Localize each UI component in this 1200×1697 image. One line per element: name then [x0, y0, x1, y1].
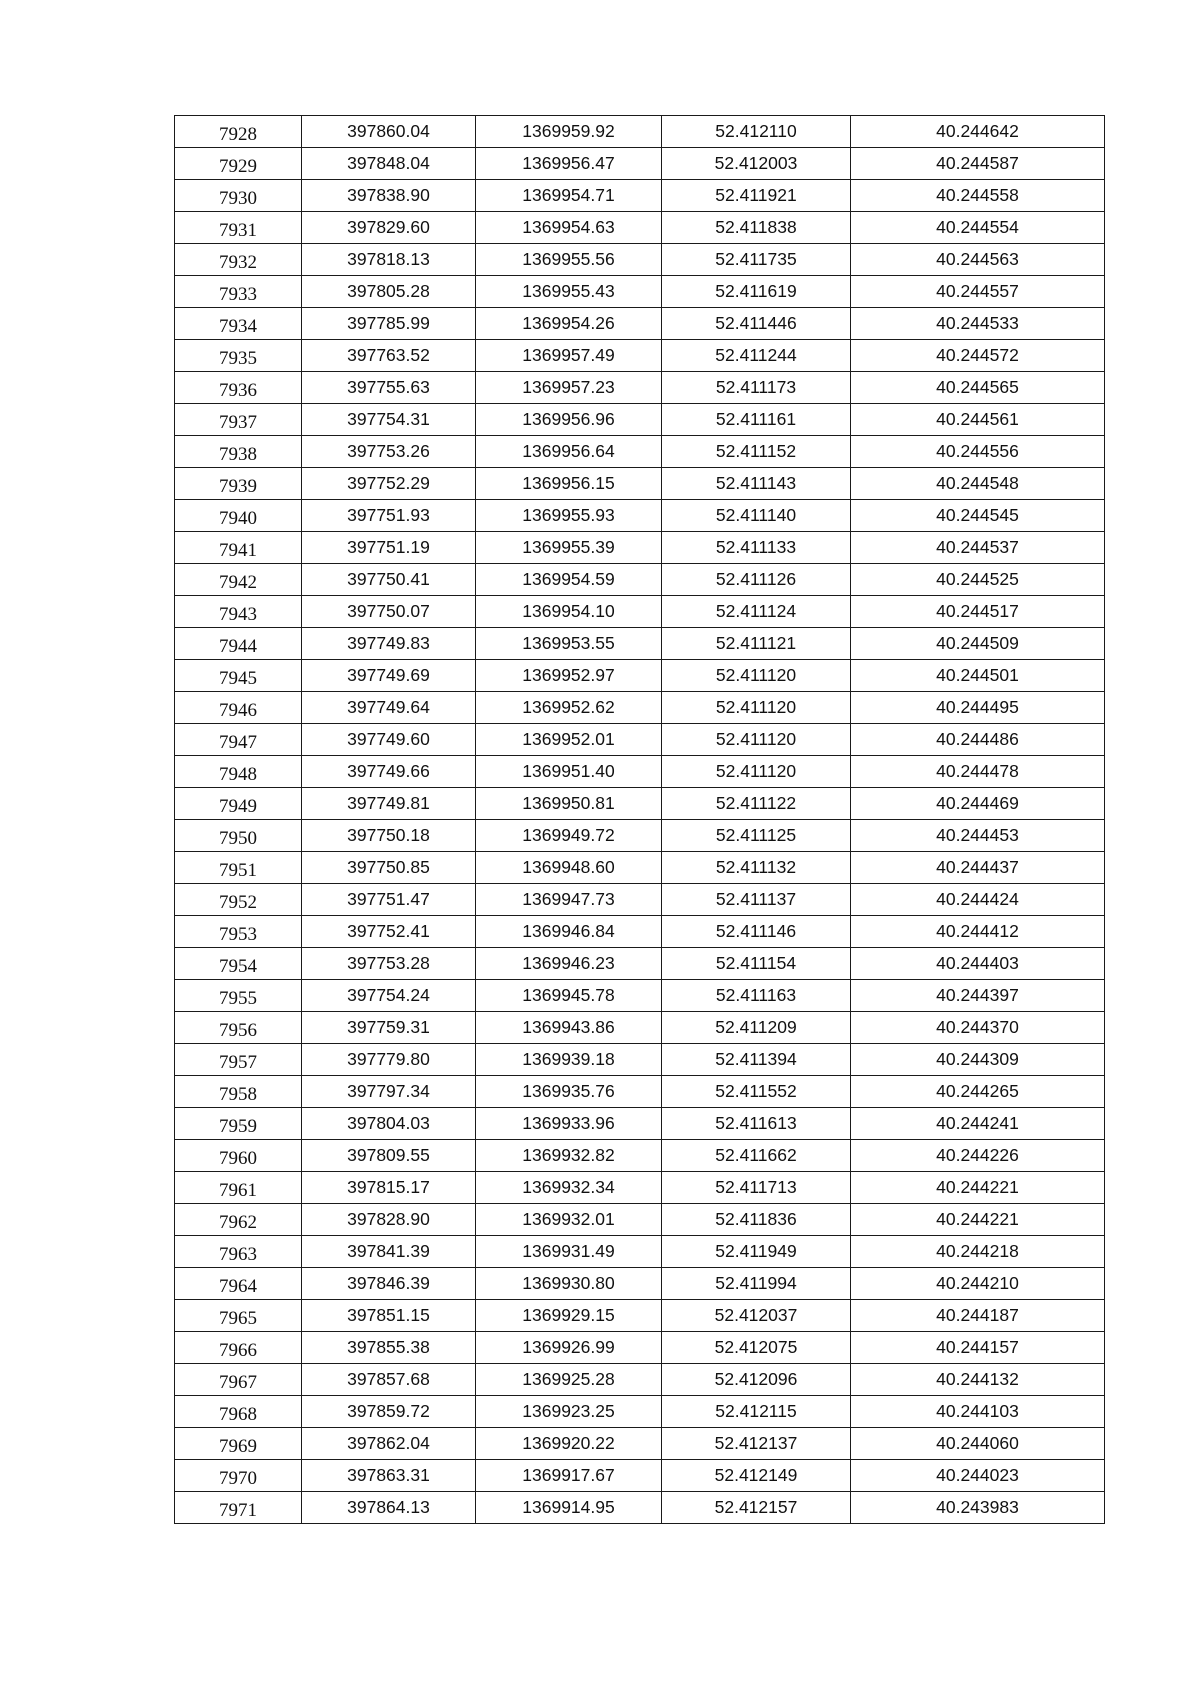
point-number-cell: 7949 [175, 788, 302, 820]
longitude-cell: 40.244561 [851, 404, 1105, 436]
longitude-cell: 40.244132 [851, 1364, 1105, 1396]
x-coordinate-cell: 397851.15 [302, 1300, 476, 1332]
x-coordinate-cell: 397749.81 [302, 788, 476, 820]
x-coordinate-cell: 397859.72 [302, 1396, 476, 1428]
y-coordinate-cell: 1369955.93 [476, 500, 662, 532]
longitude-cell: 40.243983 [851, 1492, 1105, 1524]
y-coordinate-cell: 1369931.49 [476, 1236, 662, 1268]
longitude-cell: 40.244554 [851, 212, 1105, 244]
longitude-cell: 40.244221 [851, 1172, 1105, 1204]
y-coordinate-cell: 1369956.96 [476, 404, 662, 436]
longitude-cell: 40.244023 [851, 1460, 1105, 1492]
point-number-cell: 7969 [175, 1428, 302, 1460]
x-coordinate-cell: 397818.13 [302, 244, 476, 276]
longitude-cell: 40.244424 [851, 884, 1105, 916]
latitude-cell: 52.411209 [662, 1012, 851, 1044]
y-coordinate-cell: 1369933.96 [476, 1108, 662, 1140]
table-row [175, 564, 1105, 596]
point-number-cell: 7970 [175, 1460, 302, 1492]
point-number-cell: 7940 [175, 500, 302, 532]
point-number-cell: 7930 [175, 180, 302, 212]
longitude-cell: 40.244397 [851, 980, 1105, 1012]
table-row [175, 1044, 1105, 1076]
x-coordinate-cell: 397848.04 [302, 148, 476, 180]
table-row [175, 1012, 1105, 1044]
y-coordinate-cell: 1369946.23 [476, 948, 662, 980]
x-coordinate-cell: 397753.26 [302, 436, 476, 468]
y-coordinate-cell: 1369955.39 [476, 532, 662, 564]
y-coordinate-cell: 1369932.34 [476, 1172, 662, 1204]
longitude-cell: 40.244557 [851, 276, 1105, 308]
longitude-cell: 40.244486 [851, 724, 1105, 756]
y-coordinate-cell: 1369956.64 [476, 436, 662, 468]
point-number-cell: 7943 [175, 596, 302, 628]
table-row [175, 596, 1105, 628]
x-coordinate-cell: 397750.18 [302, 820, 476, 852]
x-coordinate-cell: 397754.31 [302, 404, 476, 436]
y-coordinate-cell: 1369953.55 [476, 628, 662, 660]
latitude-cell: 52.411735 [662, 244, 851, 276]
longitude-cell: 40.244509 [851, 628, 1105, 660]
latitude-cell: 52.411121 [662, 628, 851, 660]
latitude-cell: 52.412157 [662, 1492, 851, 1524]
latitude-cell: 52.412037 [662, 1300, 851, 1332]
table-row [175, 500, 1105, 532]
point-number-cell: 7929 [175, 148, 302, 180]
y-coordinate-cell: 1369920.22 [476, 1428, 662, 1460]
longitude-cell: 40.244478 [851, 756, 1105, 788]
latitude-cell: 52.411552 [662, 1076, 851, 1108]
point-number-cell: 7953 [175, 916, 302, 948]
table-row [175, 1268, 1105, 1300]
longitude-cell: 40.244226 [851, 1140, 1105, 1172]
y-coordinate-cell: 1369952.97 [476, 660, 662, 692]
x-coordinate-cell: 397838.90 [302, 180, 476, 212]
latitude-cell: 52.411446 [662, 308, 851, 340]
longitude-cell: 40.244545 [851, 500, 1105, 532]
x-coordinate-cell: 397828.90 [302, 1204, 476, 1236]
x-coordinate-cell: 397815.17 [302, 1172, 476, 1204]
longitude-cell: 40.244187 [851, 1300, 1105, 1332]
table-row [175, 756, 1105, 788]
latitude-cell: 52.411244 [662, 340, 851, 372]
longitude-cell: 40.244563 [851, 244, 1105, 276]
y-coordinate-cell: 1369917.67 [476, 1460, 662, 1492]
x-coordinate-cell: 397779.80 [302, 1044, 476, 1076]
longitude-cell: 40.244453 [851, 820, 1105, 852]
latitude-cell: 52.411132 [662, 852, 851, 884]
longitude-cell: 40.244403 [851, 948, 1105, 980]
y-coordinate-cell: 1369932.82 [476, 1140, 662, 1172]
latitude-cell: 52.411152 [662, 436, 851, 468]
y-coordinate-cell: 1369930.80 [476, 1268, 662, 1300]
y-coordinate-cell: 1369943.86 [476, 1012, 662, 1044]
table-row [175, 1076, 1105, 1108]
point-number-cell: 7956 [175, 1012, 302, 1044]
point-number-cell: 7935 [175, 340, 302, 372]
table-row [175, 788, 1105, 820]
table-row [175, 884, 1105, 916]
point-number-cell: 7934 [175, 308, 302, 340]
table-row [175, 1396, 1105, 1428]
latitude-cell: 52.411140 [662, 500, 851, 532]
table-row [175, 116, 1105, 148]
point-number-cell: 7968 [175, 1396, 302, 1428]
longitude-cell: 40.244218 [851, 1236, 1105, 1268]
table-row [175, 308, 1105, 340]
table-row [175, 980, 1105, 1012]
x-coordinate-cell: 397753.28 [302, 948, 476, 980]
y-coordinate-cell: 1369952.62 [476, 692, 662, 724]
table-row [175, 340, 1105, 372]
latitude-cell: 52.411161 [662, 404, 851, 436]
point-number-cell: 7963 [175, 1236, 302, 1268]
latitude-cell: 52.411122 [662, 788, 851, 820]
latitude-cell: 52.412075 [662, 1332, 851, 1364]
table-row [175, 628, 1105, 660]
x-coordinate-cell: 397751.19 [302, 532, 476, 564]
table-row [175, 1492, 1105, 1524]
y-coordinate-cell: 1369955.43 [476, 276, 662, 308]
latitude-cell: 52.412110 [662, 116, 851, 148]
longitude-cell: 40.244558 [851, 180, 1105, 212]
longitude-cell: 40.244241 [851, 1108, 1105, 1140]
point-number-cell: 7944 [175, 628, 302, 660]
x-coordinate-cell: 397797.34 [302, 1076, 476, 1108]
latitude-cell: 52.411619 [662, 276, 851, 308]
x-coordinate-cell: 397749.83 [302, 628, 476, 660]
longitude-cell: 40.244548 [851, 468, 1105, 500]
latitude-cell: 52.411120 [662, 660, 851, 692]
point-number-cell: 7928 [175, 116, 302, 148]
y-coordinate-cell: 1369949.72 [476, 820, 662, 852]
point-number-cell: 7960 [175, 1140, 302, 1172]
table-row [175, 1108, 1105, 1140]
longitude-cell: 40.244495 [851, 692, 1105, 724]
point-number-cell: 7951 [175, 852, 302, 884]
x-coordinate-cell: 397809.55 [302, 1140, 476, 1172]
latitude-cell: 52.411921 [662, 180, 851, 212]
table-row [175, 212, 1105, 244]
x-coordinate-cell: 397752.41 [302, 916, 476, 948]
point-number-cell: 7966 [175, 1332, 302, 1364]
y-coordinate-cell: 1369957.23 [476, 372, 662, 404]
x-coordinate-cell: 397752.29 [302, 468, 476, 500]
table-row [175, 276, 1105, 308]
point-number-cell: 7931 [175, 212, 302, 244]
point-number-cell: 7971 [175, 1492, 302, 1524]
latitude-cell: 52.411124 [662, 596, 851, 628]
point-number-cell: 7947 [175, 724, 302, 756]
y-coordinate-cell: 1369946.84 [476, 916, 662, 948]
x-coordinate-cell: 397749.64 [302, 692, 476, 724]
point-number-cell: 7967 [175, 1364, 302, 1396]
point-number-cell: 7948 [175, 756, 302, 788]
y-coordinate-cell: 1369959.92 [476, 116, 662, 148]
table-row [175, 404, 1105, 436]
latitude-cell: 52.412003 [662, 148, 851, 180]
point-number-cell: 7962 [175, 1204, 302, 1236]
table-row [175, 692, 1105, 724]
latitude-cell: 52.411394 [662, 1044, 851, 1076]
latitude-cell: 52.411173 [662, 372, 851, 404]
y-coordinate-cell: 1369932.01 [476, 1204, 662, 1236]
x-coordinate-cell: 397863.31 [302, 1460, 476, 1492]
table-row [175, 148, 1105, 180]
latitude-cell: 52.411143 [662, 468, 851, 500]
x-coordinate-cell: 397749.60 [302, 724, 476, 756]
latitude-cell: 52.411613 [662, 1108, 851, 1140]
table-row [175, 660, 1105, 692]
longitude-cell: 40.244556 [851, 436, 1105, 468]
longitude-cell: 40.244060 [851, 1428, 1105, 1460]
latitude-cell: 52.411120 [662, 724, 851, 756]
point-number-cell: 7950 [175, 820, 302, 852]
x-coordinate-cell: 397864.13 [302, 1492, 476, 1524]
x-coordinate-cell: 397862.04 [302, 1428, 476, 1460]
table-row [175, 1204, 1105, 1236]
y-coordinate-cell: 1369926.99 [476, 1332, 662, 1364]
longitude-cell: 40.244103 [851, 1396, 1105, 1428]
longitude-cell: 40.244210 [851, 1268, 1105, 1300]
y-coordinate-cell: 1369954.63 [476, 212, 662, 244]
y-coordinate-cell: 1369956.47 [476, 148, 662, 180]
table-row [175, 916, 1105, 948]
point-number-cell: 7942 [175, 564, 302, 596]
longitude-cell: 40.244565 [851, 372, 1105, 404]
table-row [175, 1140, 1105, 1172]
latitude-cell: 52.412149 [662, 1460, 851, 1492]
y-coordinate-cell: 1369955.56 [476, 244, 662, 276]
longitude-cell: 40.244412 [851, 916, 1105, 948]
table-row [175, 948, 1105, 980]
point-number-cell: 7959 [175, 1108, 302, 1140]
table-row [175, 1460, 1105, 1492]
coordinates-table-body [175, 116, 1105, 1524]
longitude-cell: 40.244309 [851, 1044, 1105, 1076]
table-row [175, 468, 1105, 500]
point-number-cell: 7957 [175, 1044, 302, 1076]
latitude-cell: 52.411120 [662, 692, 851, 724]
longitude-cell: 40.244221 [851, 1204, 1105, 1236]
y-coordinate-cell: 1369957.49 [476, 340, 662, 372]
longitude-cell: 40.244265 [851, 1076, 1105, 1108]
longitude-cell: 40.244370 [851, 1012, 1105, 1044]
y-coordinate-cell: 1369954.59 [476, 564, 662, 596]
point-number-cell: 7939 [175, 468, 302, 500]
latitude-cell: 52.411163 [662, 980, 851, 1012]
longitude-cell: 40.244572 [851, 340, 1105, 372]
point-number-cell: 7933 [175, 276, 302, 308]
point-number-cell: 7955 [175, 980, 302, 1012]
latitude-cell: 52.411154 [662, 948, 851, 980]
longitude-cell: 40.244537 [851, 532, 1105, 564]
x-coordinate-cell: 397829.60 [302, 212, 476, 244]
latitude-cell: 52.411120 [662, 756, 851, 788]
latitude-cell: 52.411838 [662, 212, 851, 244]
y-coordinate-cell: 1369929.15 [476, 1300, 662, 1332]
point-number-cell: 7952 [175, 884, 302, 916]
point-number-cell: 7941 [175, 532, 302, 564]
x-coordinate-cell: 397755.63 [302, 372, 476, 404]
point-number-cell: 7945 [175, 660, 302, 692]
y-coordinate-cell: 1369954.71 [476, 180, 662, 212]
y-coordinate-cell: 1369947.73 [476, 884, 662, 916]
latitude-cell: 52.411836 [662, 1204, 851, 1236]
longitude-cell: 40.244533 [851, 308, 1105, 340]
table-row [175, 532, 1105, 564]
point-number-cell: 7938 [175, 436, 302, 468]
table-row [175, 1332, 1105, 1364]
table-row [175, 1364, 1105, 1396]
point-number-cell: 7932 [175, 244, 302, 276]
latitude-cell: 52.412137 [662, 1428, 851, 1460]
x-coordinate-cell: 397855.38 [302, 1332, 476, 1364]
x-coordinate-cell: 397805.28 [302, 276, 476, 308]
table-row [175, 1236, 1105, 1268]
x-coordinate-cell: 397857.68 [302, 1364, 476, 1396]
y-coordinate-cell: 1369954.26 [476, 308, 662, 340]
longitude-cell: 40.244157 [851, 1332, 1105, 1364]
table-row [175, 1172, 1105, 1204]
table-row [175, 244, 1105, 276]
point-number-cell: 7946 [175, 692, 302, 724]
y-coordinate-cell: 1369914.95 [476, 1492, 662, 1524]
table-row [175, 724, 1105, 756]
y-coordinate-cell: 1369945.78 [476, 980, 662, 1012]
x-coordinate-cell: 397750.41 [302, 564, 476, 596]
y-coordinate-cell: 1369939.18 [476, 1044, 662, 1076]
latitude-cell: 52.412096 [662, 1364, 851, 1396]
x-coordinate-cell: 397846.39 [302, 1268, 476, 1300]
point-number-cell: 7965 [175, 1300, 302, 1332]
longitude-cell: 40.244469 [851, 788, 1105, 820]
y-coordinate-cell: 1369923.25 [476, 1396, 662, 1428]
x-coordinate-cell: 397749.66 [302, 756, 476, 788]
table-row [175, 1428, 1105, 1460]
latitude-cell: 52.411133 [662, 532, 851, 564]
latitude-cell: 52.411662 [662, 1140, 851, 1172]
latitude-cell: 52.412115 [662, 1396, 851, 1428]
table-row [175, 372, 1105, 404]
y-coordinate-cell: 1369952.01 [476, 724, 662, 756]
y-coordinate-cell: 1369950.81 [476, 788, 662, 820]
latitude-cell: 52.411126 [662, 564, 851, 596]
y-coordinate-cell: 1369925.28 [476, 1364, 662, 1396]
latitude-cell: 52.411137 [662, 884, 851, 916]
coordinates-table [174, 115, 1105, 1524]
point-number-cell: 7958 [175, 1076, 302, 1108]
table-row [175, 180, 1105, 212]
x-coordinate-cell: 397804.03 [302, 1108, 476, 1140]
table-row [175, 820, 1105, 852]
latitude-cell: 52.411125 [662, 820, 851, 852]
y-coordinate-cell: 1369935.76 [476, 1076, 662, 1108]
point-number-cell: 7964 [175, 1268, 302, 1300]
x-coordinate-cell: 397785.99 [302, 308, 476, 340]
x-coordinate-cell: 397749.69 [302, 660, 476, 692]
x-coordinate-cell: 397759.31 [302, 1012, 476, 1044]
latitude-cell: 52.411994 [662, 1268, 851, 1300]
longitude-cell: 40.244517 [851, 596, 1105, 628]
longitude-cell: 40.244642 [851, 116, 1105, 148]
y-coordinate-cell: 1369954.10 [476, 596, 662, 628]
x-coordinate-cell: 397750.07 [302, 596, 476, 628]
x-coordinate-cell: 397750.85 [302, 852, 476, 884]
x-coordinate-cell: 397841.39 [302, 1236, 476, 1268]
latitude-cell: 52.411146 [662, 916, 851, 948]
longitude-cell: 40.244501 [851, 660, 1105, 692]
table-row [175, 852, 1105, 884]
x-coordinate-cell: 397754.24 [302, 980, 476, 1012]
longitude-cell: 40.244525 [851, 564, 1105, 596]
latitude-cell: 52.411949 [662, 1236, 851, 1268]
point-number-cell: 7961 [175, 1172, 302, 1204]
longitude-cell: 40.244587 [851, 148, 1105, 180]
point-number-cell: 7954 [175, 948, 302, 980]
y-coordinate-cell: 1369951.40 [476, 756, 662, 788]
latitude-cell: 52.411713 [662, 1172, 851, 1204]
x-coordinate-cell: 397751.47 [302, 884, 476, 916]
longitude-cell: 40.244437 [851, 852, 1105, 884]
point-number-cell: 7936 [175, 372, 302, 404]
x-coordinate-cell: 397860.04 [302, 116, 476, 148]
y-coordinate-cell: 1369956.15 [476, 468, 662, 500]
table-row [175, 1300, 1105, 1332]
point-number-cell: 7937 [175, 404, 302, 436]
x-coordinate-cell: 397763.52 [302, 340, 476, 372]
x-coordinate-cell: 397751.93 [302, 500, 476, 532]
y-coordinate-cell: 1369948.60 [476, 852, 662, 884]
table-row [175, 436, 1105, 468]
